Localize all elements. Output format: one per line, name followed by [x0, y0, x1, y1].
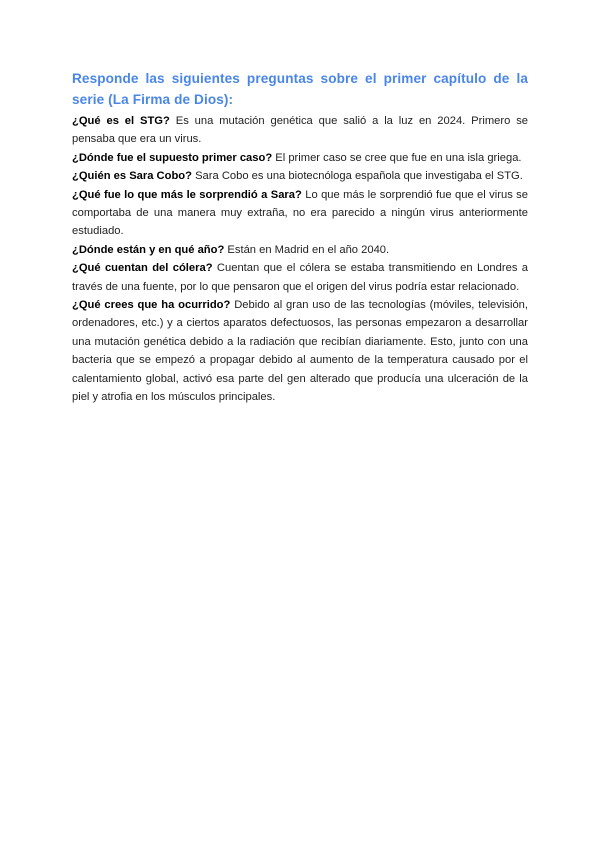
- qa-item: [72, 259, 528, 296]
- document-title: Responde las siguientes preguntas sobre el primer capítulo de la serie (La Firma de Dios):: [72, 71, 528, 107]
- question: ¿Dónde están y en qué año?: [72, 243, 225, 256]
- answer: El primer caso se cree que fue en una isla griega.: [275, 151, 522, 164]
- answer: Lo que más le sorprendió fue que el virus se comportaba de una manera muy extraña, no era parecido a ningún virus anteriormente estudiado.: [72, 188, 528, 238]
- qa-item: [72, 167, 528, 185]
- qa-item: [72, 186, 528, 241]
- answer: Están en Madrid en el año 2040.: [227, 243, 390, 256]
- question: ¿Qué cuentan del cólera?: [72, 262, 213, 275]
- qa-item: [72, 149, 528, 167]
- answer: Cuentan que el cólera se estaba transmitiendo en Londres a través de una fuente, por lo que pensaron que el origen del virus podría estar relacionado.: [72, 262, 528, 293]
- answer: Sara Cobo es una biotecnóloga española que investigaba el STG.: [195, 170, 523, 183]
- answer: Debido al gran uso de las tecnologías (móviles, televisión, ordenadores, etc.) y a ciertos aparatos defectuosos, las personas empezaron a desarrollar una mutación genética debido a la radiación que recibían diariamente. Esto, junto con una bacteria que se empezó a propagar debido al aumento de la temperatura causado por el calentamiento global, activó esa parte del gen alterado que producía una ulceración de la piel y atrofia en los músculos principales.: [72, 299, 528, 404]
- qa-item: [72, 241, 528, 259]
- question: ¿Quién es Sara Cobo?: [72, 170, 192, 183]
- answer: Es una mutación genética que salió a la luz en 2024. Primero se pensaba que era un virus.: [72, 115, 529, 146]
- document-body: [72, 68, 528, 407]
- question: ¿Qué crees que ha ocurrido?: [72, 299, 231, 312]
- qa-item: [72, 296, 528, 406]
- question: ¿Dónde fue el supuesto primer caso?: [72, 151, 273, 164]
- question: ¿Qué es el STG?: [72, 115, 170, 127]
- question: ¿Qué fue lo que más le sorprendió a Sara?: [72, 188, 302, 201]
- qa-item: [72, 112, 528, 149]
